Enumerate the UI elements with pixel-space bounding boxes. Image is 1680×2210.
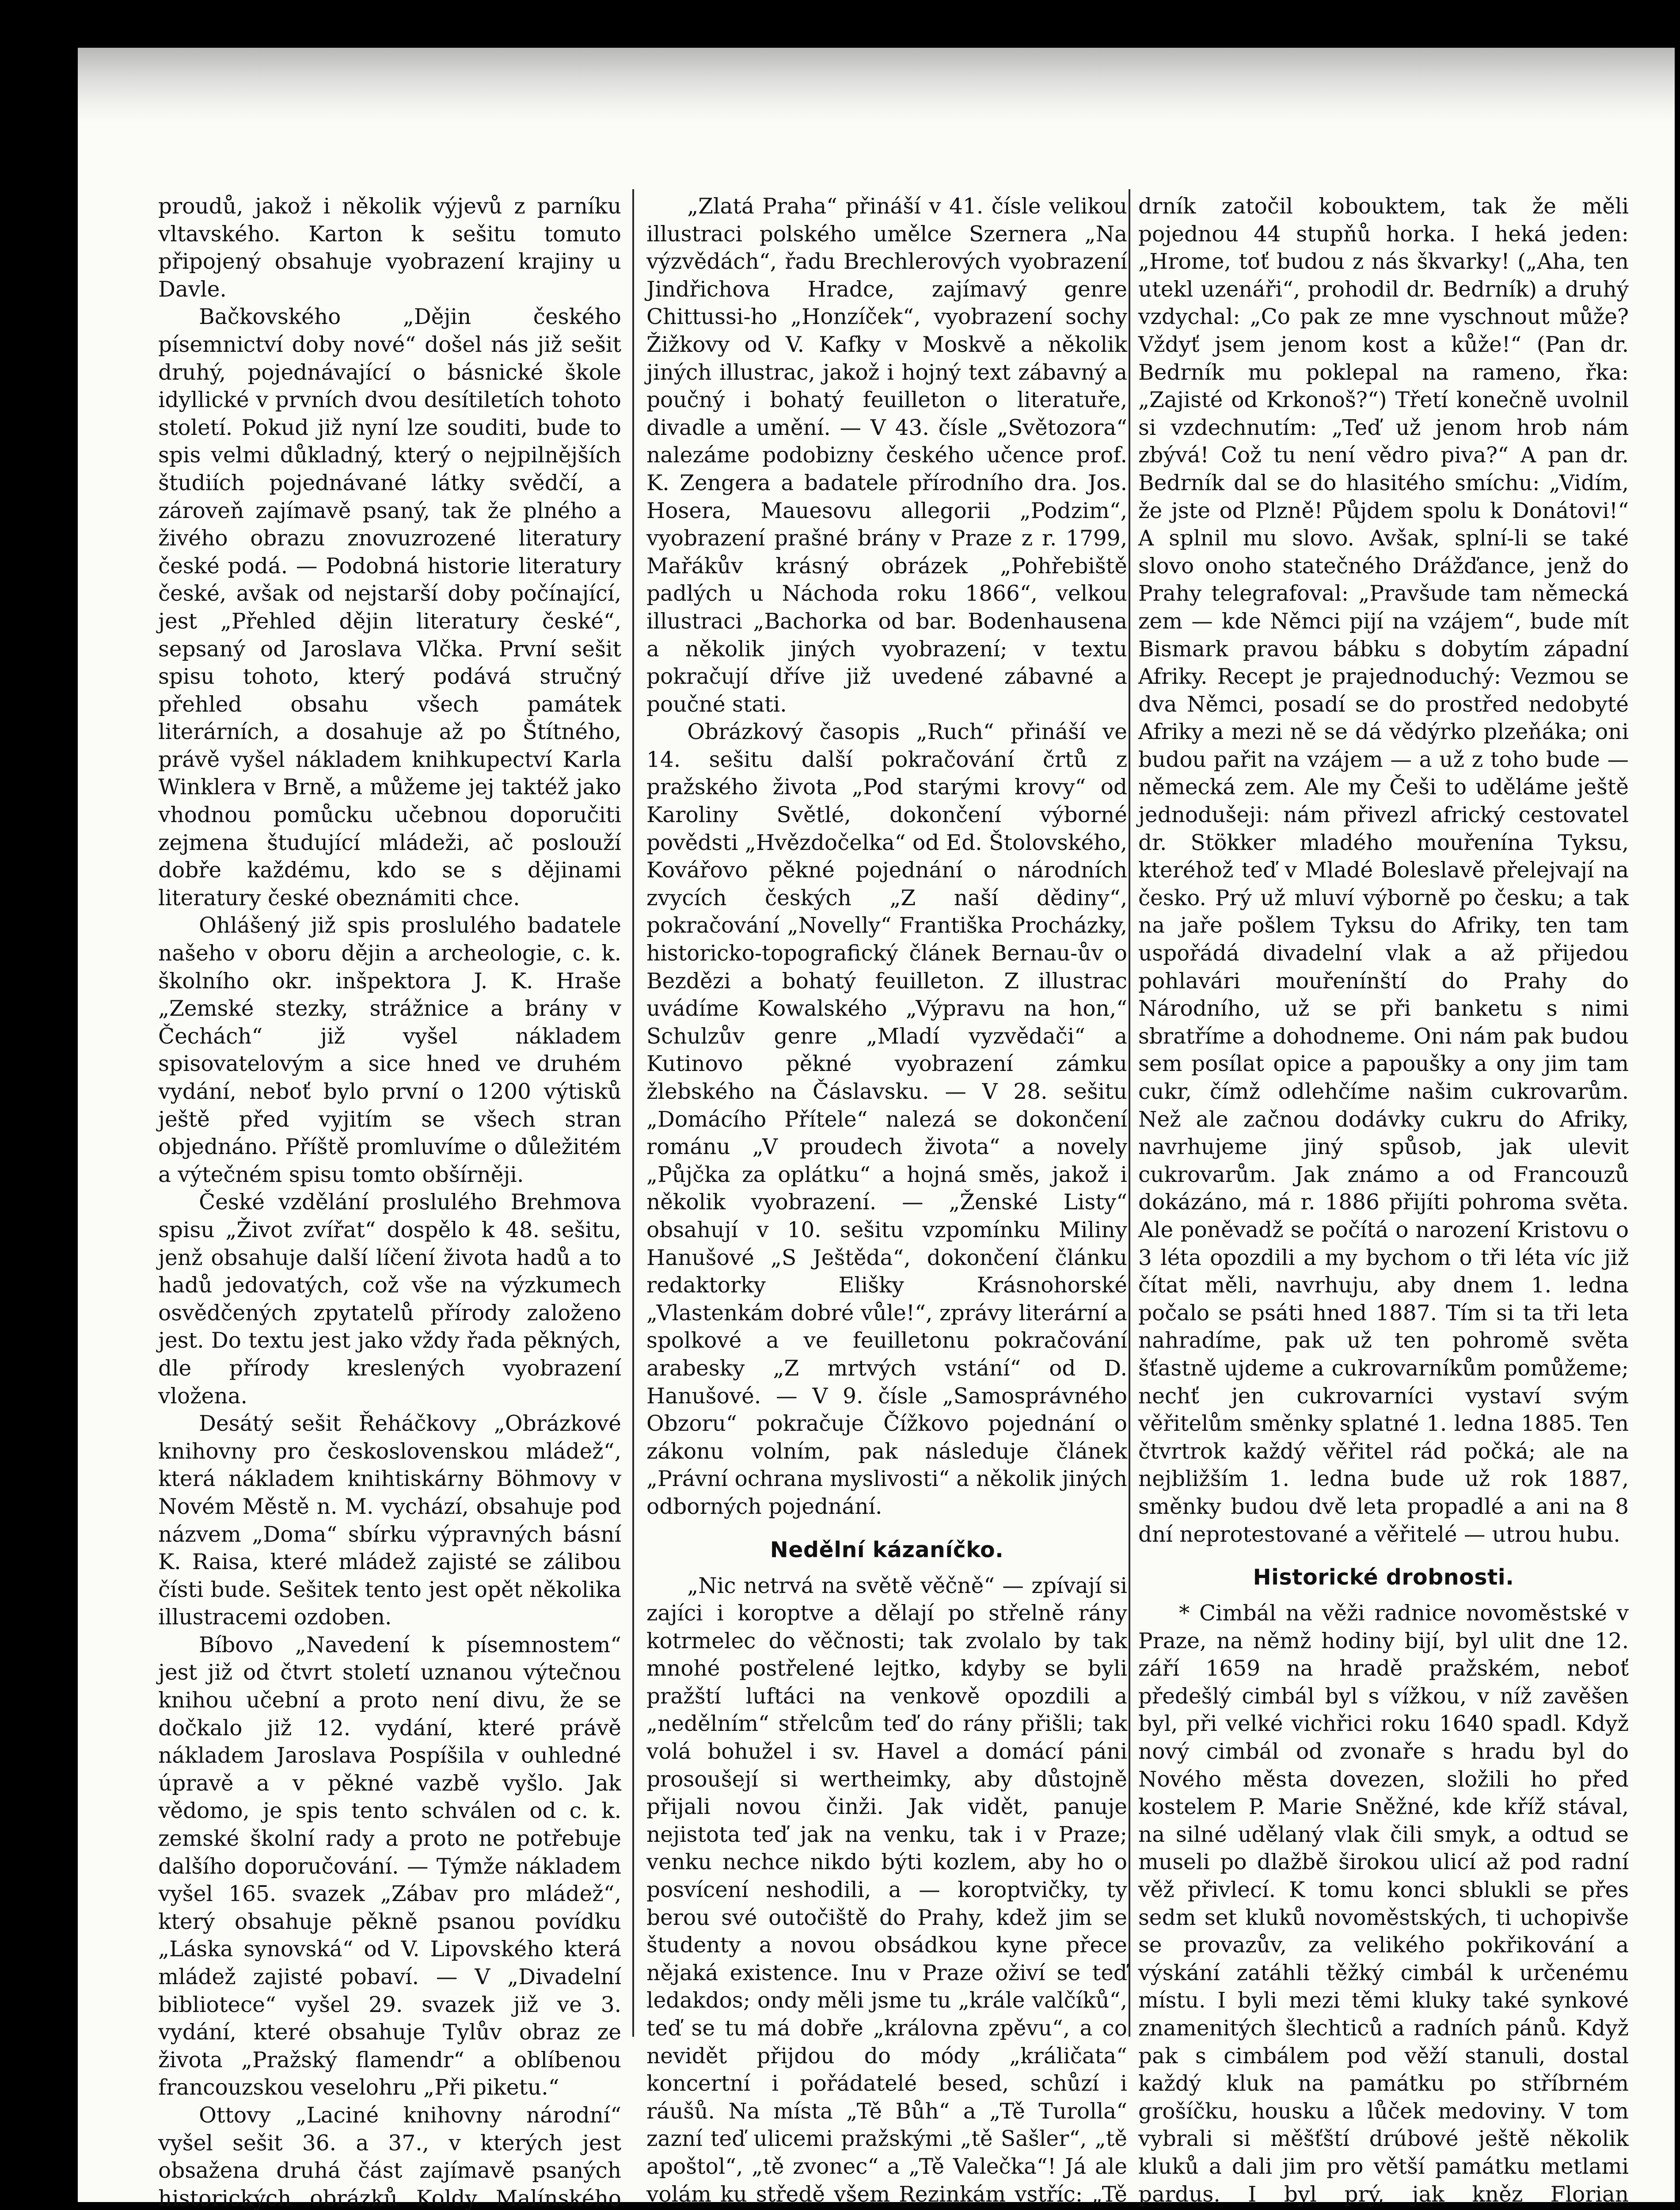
column-divider [632, 189, 634, 2037]
page-edge [1675, 48, 1677, 2202]
article-paragraph: Obrázkový časopis „Ruch“ přináší ve 14. sešitu další pokračování črtů z pražského života „Pod starými krovy“ od Karoliny Světlé, dokončení výborné povědsti „Hvězdočelka“ od Ed. Štolovského, Kovářovo pěkné pojednání o národních zvycích českých „Z naší dědiny“, pokračování „Novelly“ Františka Procházky, historicko-topografický článek Bernau-ův o Bezdězi a bohatý feuilleton. Z illustrac uvádíme Kowalského „Výpravu na hon,“ Schulzův genre „Mladí vyzvědači“ a Kutinovo pěkné vyobrazení zámku žlebského na Čáslavsku. — V 28. sešitu „Domácího Přítele“ nalezá se dokončení románu „V proudech života“ a novely „Půjčka za oplátku“ a hojná směs, jakož i několik vyobrazení. — „Ženské Listy“ obsahují v 10. sešitu vzpomínku Miliny Hanušové „S Ještěda“, dokončení článku redaktorky Elišky Krásnohorské „Vlastenkám dobré vůle!“, zprávy literární a spolkové a ve feuilletonu pokračování arabesky „Z mrtvých vstání“ od D. Hanušové. — V 9. čísle „Samosprávného Obzoru“ pokračuje Čížkovo pojednání o zákonu volním, pak následuje článek „Právní ochrana myslivosti“ a několik jiných odborných pojednání. [646, 718, 1127, 1520]
article-paragraph: Ohlášený již spis proslulého badatele našeho v oboru dějin a archeologie, c. k. školního okr. inšpektora J. K. Hraše „Zemské stezky, strážnice a brány v Čechách“ již vyšel nákladem spisovatelovým a sice hned ve druhém vydání, neboť bylo první o 1200 výtisků ještě před vyjitím se všech stran objednáno. Příště promluvíme o důležitém a výtečném spisu tomto obšírněji. [158, 912, 621, 1189]
column-magazines-and-sermon [646, 193, 1127, 2093]
scan-shadow [78, 48, 1677, 123]
sermon-heading: Nedělní kázaníčko. [646, 1536, 1127, 1564]
article-paragraph: „Zlatá Praha“ přináší v 41. čísle velikou illustraci polského umělce Szernera „Na výzvědách“, řadu Brechlerových vyobrazení Jindřichova Hradce, zajímavý genre Chittussi-ho „Honzíček“, vyobrazení sochy Žižkovy od V. Kafky v Moskvě a několik jiných illustrac, jakož i hojný text zábavný a poučný i bohatý feuilleton o literatuře, divadle a umění. — V 43. čísle „Světozora“ nalezáme podobizny českého učence prof. K. Zengera a badatele přírodního dra. Jos. Hosera, Mauesovu allegorii „Podzim“, vyobrazení prašné brány v Praze z r. 1799, Mařákův krásný obrázek „Pohřebiště padlých u Náchoda roku 1866“, velkou illustraci „Bachorka od bar. Bodenhausena a několik jiných vyobrazení; v textu pokračují dříve již uvedené zábavné a poučné stati. [646, 193, 1127, 718]
column-divider [1129, 189, 1130, 2037]
article-paragraph: Ottovy „Laciné knihovny národní“ vyšel sešit 36. a 37., v kterých jest obsažena druhá část zajímavě psaných historických obrázků Koldy Malínského [158, 2102, 621, 2210]
article-paragraph: proudů, jakož i několik výjevů z parníku vltavského. Karton k sešitu tomuto připojený obsahuje vyobrazení krajiny u Davle. [158, 193, 621, 303]
article-paragraph: Bačkovského „Dějin českého písemnictví doby nové“ došel nás již sešit druhý, pojednávající o básnické škole idyllické v prvních dvou desítiletích tohoto století. Pokud již nyní lze souditi, bude to spis velmi důkladný, který o nejpilnějších študiích pojednávané látky svědčí, a zároveň zajímavě psaný, tak že plného a živého obrazu znovuzrozené literatury české podá. — Podobná historie literatury české, avšak od nejstarší doby počínající, jest „Přehled dějin literatury české“, sepsaný od Jaroslava Vlčka. První sešit spisu tohoto, který podává stručný přehled obsahu všech památek literárních, a dosahuje až po Štítného, právě vyšel nákladem knihkupectví Karla Winklera v Brně, a můžeme jej taktéž jako vhodnou pomůcku učebnou doporučiti zejmena študující mládeži, ač poslouží dobře každému, kdo se s dějinami literatury české obeznámiti chce. [158, 303, 621, 912]
historical-heading: Historické drobnosti. [1138, 1563, 1629, 1592]
article-paragraph: České vzdělání proslulého Brehmova spisu „Život zvířat“ dospělo k 48. sešitu, jenž obsahuje další líčení života hadů a to hadů jedovatých, což vše na výzkumech osvědčených zpytatelů přírody založeno jest. Do textu jest jako vždy řada pěkných, dle přírody kreslených vyobrazení vložena. [158, 1189, 621, 1410]
article-paragraph: Bíbovo „Navedení k písemnostem“ jest již od čtvrt století uznanou výtečnou knihou učební a proto není divu, že se dočkalo již 12. vydání, které právě nákladem Jaroslava Pospíšila v ouhledné úpravě a v pěkné vazbě vyšlo. Jak vědomo, je spis tento schválen od c. k. zemské školní rady a proto ne potřebuje dalšího doporučování. — Týmže nákladem vyšel 165. svazek „Zábav pro mládež“, který obsahuje pěkně psanou povídku „Láska synovská“ od V. Lipovského která mládež zajisté pobaví. — V „Divadelní bibliotece“ vyšel 29. svazek již ve 3. vydání, které obsahuje Tylův obraz ze života „Pražský flamendr“ a oblíbenou francouzskou veselohru „Při piketu.“ [158, 1631, 621, 2102]
sermon-paragraph: „Nic netrvá na světě věčně“ — zpívají si zajíci i koroptve a dělají po střelně rány kotrmelec do věčnosti; tak zvolalo by tak mnohé postřelené lejtko, kdyby se byli pražští luftáci na venkově opozdili a „nedělním“ střelcům teď do rány přišli; tak volá bohužel i sv. Havel a domácí páni prosoušejí si wertheimky, aby důstojně přijali novou činži. Jak vidět, panuje nejistota teď jak na venku, tak i v Praze; venku nechce nikdo býti kozlem, aby ho o posvícení neshodili, a — koroptvičky, ty berou své outočiště do Prahy, kdež jim se študenty a novou obsádkou kyne přece nějaká existence. Inu v Praze oživí se teď ledakdos; ondy měli jsme tu „krále valčíků“, teď se tu má dobře „královna zpěvu“, a co nevidět přijdou do módy „králičata“ koncertní i pořádatelé besed, schůzí i ráušů. Na místa „Tě Bůh“ a „Tě Turolla“ zazní teď ulicemi pražskými „tě Sašler“, „tě apoštol“, „tě zvonec“ a „Tě Valečka“! Já ale volám ku středě všem Rezinkám vstříc: „Tě [646, 1572, 1127, 2210]
article-paragraph: Desátý sešit Řeháčkovy „Obrázkové knihovny pro československou mládež“, která nákladem knihtiskárny Böhmovy v Novém Městě n. M. vychází, obsahuje pod názvem „Doma“ sbírku výpravných básní K. Raisa, které mládež zajisté se zálibou čísti bude. Sešitek tento jest opět několika illustracemi ozdoben. [158, 1410, 621, 1631]
column-literary-notes [158, 193, 621, 2093]
historical-paragraph: * Cimbál na věži radnice novoměstské v Praze, na němž hodiny bijí, byl ulit dne 12. září 1659 na hradě pražském, neboť předešlý cimbál byl s vížkou, v níž zavěšen byl, při velké vichřici roku 1640 spadl. Když nový cimbál od zvonaře s hradu byl do Nového města dovezen, složili ho před kostelem P. Marie Sněžné, kde kříž stával, na silné udělaný vlak čili smyk, a odtud se museli po dlažbě širokou ulicí až pod radní věž přivlecí. K tomu konci sblukli se přes sedm set kluků novoměstských, ti uchopivše se provazův, za velikého pokřikování a výskání zatáhli těžký cimbál k určenému místu. I byli mezi těmi kluky také synkové znamenitých šlechticů a radních pánů. Když pak s cimbálem pod věží stanuli, dostal každý kluk na památku po stříbrném grošíčku, housku a lůček medoviny. V tom vybrali si měšťští drúbové ještě několik kluků a dali jim pro větší památku metlami pardus. I byl prý, jak kněz Florian [1138, 1600, 1629, 2210]
sermon-continuation: drník zatočil kobouktem, tak že měli pojednou 44 stupňů horka. I heká jeden: „Hrome, toť budou z nás škvarky! („Aha, ten utekl uzenáři“, prohodil dr. Bedrník) a druhý vzdychal: „Co pak ze mne vyschnout může? Vždyť jsem jenom kost a kůže!“ (Pan dr. Bedrník mu poklepal na rameno, řka: „Zajisté od Krkonoš?“) Třetí konečně uvolnil si vzdechnutím: „Teď už jenom hrob nám zbývá! Což tu není vědro piva?“ A pan dr. Bedrník dal se do hlasitého smíchu: „Vidím, že jste od Plzně! Půjdem spolu k Donátovi!“ A splnil mu slovo. Avšak, splní-li se také slovo onoho statečného Drážďance, jenž do Prahy telegrafoval: „Pravšude tam německá zem — kde Němci pijí na vzájem“, bude mít Bismark pravou bábku s dobytím západní Afriky. Recept je prajednoduchý: Vezmou se dva Němci, posadí se do prostřed nedobyté Afriky a mezi ně se dá vědýrko plzeňáka; oni budou pařit na vzájem — a už z toho bude — německá zem. Ale my Češi to uděláme ještě jednodušeji: nám přivezl africký cestovatel dr. Stökker mladého mouřenína Tyksu, kteréhož teď v Mladé Boleslavě přelejvají na česko. Prý už mluví výborně po česku; a tak na jaře pošlem Tyksu do Afriky, ten tam uspořádá divadelní vlak a až přijedou pohlavári mouřenínští do Prahy do Národního, už se při banketu s nimi sbratříme a dohodneme. Oni nám pak budou sem posílat opice a papoušky a ony jim tam cukr, čímž odlehčíme našim cukrovarům. Než ale začnou dodávky cukru do Afriky, navrhujeme jiný spůsob, jak ulevit cukrovarům. Jak známo a od Francouzů dokázáno, má r. 1886 přijíti pohroma světa. Ale poněvadž se počítá o narození Kristovu o 3 léta opozdili a my bychom o tři léta víc již čítat měli, navrhuju, aby dnem 1. ledna počalo se psáti hned 1887. Tím si ta tři leta nahradíme, pak už ten pohromě světa šťastně ujdeme a cukrovarníkům pomůžeme; nechť jen cukrovarníci vystaví svým věřitelům směnky splatné 1. ledna 1885. Ten čtvrtrok každý věřitel rád počká; ale na nejbližším 1. ledna bude už rok 1887, směnky budou dvě leta propadlé a ani na 8 dní neprotestované a věřitelé — utrou hubu. [1138, 193, 1629, 1548]
newspaper-page [78, 48, 1677, 2202]
column-sermon-and-history [1138, 193, 1629, 2093]
